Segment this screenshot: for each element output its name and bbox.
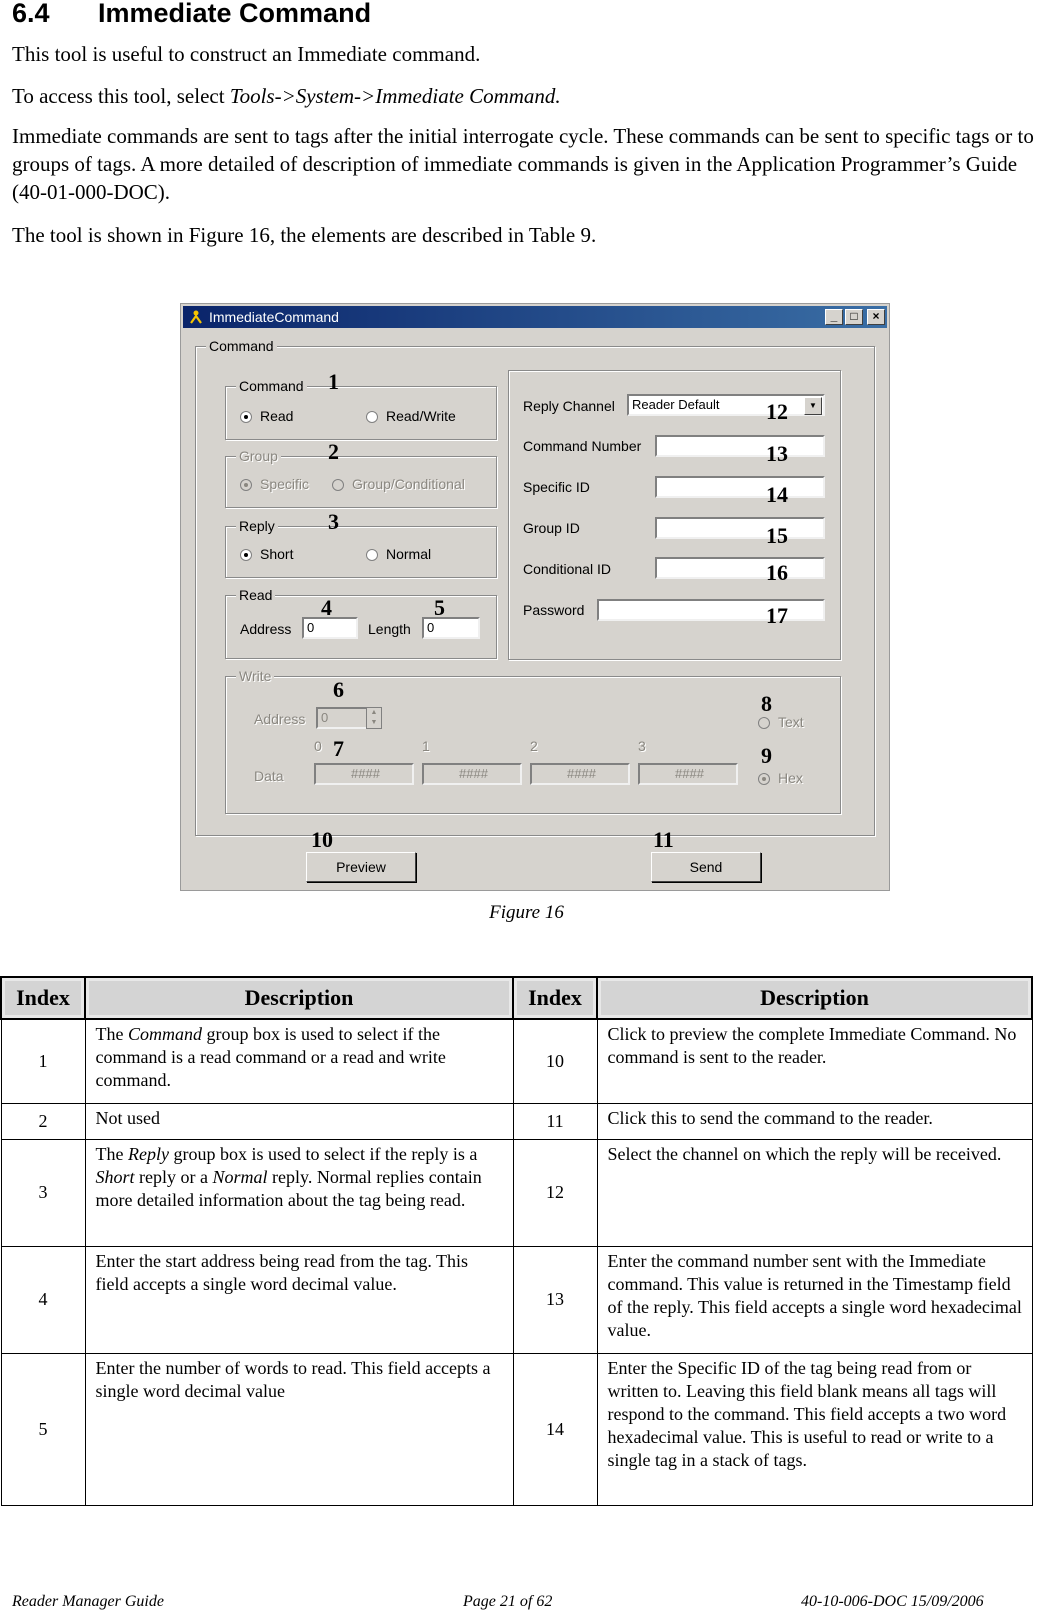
table-row [1,1353,1032,1505]
row-index: 14 [513,1353,597,1505]
radio-unselected-icon [366,411,378,423]
section-heading [12,0,371,29]
desc-emphasis: Short [95,1166,135,1187]
maximize-button[interactable]: □ [845,309,863,325]
specific-radio[interactable] [240,475,309,493]
callout-16: 16 [766,560,788,585]
table-row [1,1246,1032,1353]
reply-group [225,518,497,578]
hex-radio[interactable] [758,769,803,787]
command-number-input[interactable] [655,435,825,457]
data-word-0-input[interactable]: #### [314,763,414,785]
callout-17: 17 [766,603,788,628]
callout-13: 13 [766,441,788,466]
description-paragraph: Immediate commands are sent to tags after the initial interrogate cycle. These commands can be sent to specific tags or to groups of tags. A more detailed of description of immediate commands is given in the Application Programmer’s Guide (40-01-000-DOC). [12,124,1034,204]
text-radio-label: Text [778,714,804,730]
row-description: Enter the command number sent with the Immediate command. This value is returned in the Timestamp field of the reply. This field accepts a single word hexadecimal value. [597,1246,1032,1353]
group-id-input[interactable] [655,517,825,539]
short-radio[interactable] [240,545,293,563]
outer-command-group-label: Command [206,337,277,355]
read-write-radio[interactable] [366,407,456,425]
radio-selected-icon [240,411,252,423]
table-row [1,1139,1032,1246]
data-column-3-label: 3 [638,738,646,754]
send-button[interactable]: Send [651,852,761,882]
desc-emphasis: Command [127,1024,202,1044]
row-description: Enter the start address being read from the tag. This field accepts a single word decimal value. [85,1246,513,1353]
figure-caption: Figure 16 [489,902,564,923]
row-index: 3 [1,1139,85,1246]
row-description: Click this to send the command to the reader. [597,1103,1032,1139]
callout-8: 8 [761,691,772,716]
minimize-button[interactable]: _ [825,309,843,325]
header-description-right [597,977,1032,1019]
group-group-label: Group [236,447,281,465]
row-index: 5 [1,1353,85,1505]
group-id-label: Group ID [523,520,580,536]
desc-emphasis: Normal [212,1166,268,1187]
reply-channel-value: Reader Default [632,397,720,412]
write-address-label: Address [254,711,306,727]
reply-channel-select[interactable] [627,394,825,416]
row-description [85,1019,513,1103]
password-input[interactable] [597,599,825,621]
radio-unselected-icon [332,479,344,491]
row-index: 4 [1,1246,85,1353]
row-index: 11 [513,1103,597,1139]
read-length-input[interactable]: 0 [422,617,480,639]
window-title: ImmediateCommand [209,309,339,325]
read-address-label: Address [240,621,292,637]
header-index-left [1,977,85,1019]
group-conditional-radio[interactable] [332,475,465,493]
write-data-label: Data [254,768,284,784]
callout-7: 7 [333,736,344,761]
callout-9: 9 [761,743,772,768]
group-group [225,448,497,508]
callout-1: 1 [328,369,339,394]
data-column-0-label: 0 [314,738,322,754]
command-number-label: Command Number [523,438,642,454]
table-row [1,1103,1032,1139]
row-index: 12 [513,1139,597,1246]
desc-text: reply or a [134,1166,213,1187]
row-index: 13 [513,1246,597,1353]
menu-path: Tools->System->Immediate Command. [229,84,561,108]
reply-group-label: Reply [236,517,278,535]
table-header-row [1,977,1032,1019]
short-radio-label: Short [260,546,294,562]
footer-right: 40-10-006-DOC 15/09/2006 [801,1593,984,1610]
data-word-2-input[interactable]: #### [530,763,630,785]
callout-4: 4 [321,595,332,620]
read-length-label: Length [368,621,411,637]
access-text: To access this tool, select [12,84,230,108]
callout-5: 5 [434,595,445,620]
read-group-label: Read [236,586,275,604]
desc-text: reply. Normal replies contain more detailed information about the tag being read. [95,1166,482,1210]
row-description: Click to preview the complete Immediate Command. No command is sent to the reader. [597,1019,1032,1103]
callout-14: 14 [766,482,788,507]
read-address-input[interactable]: 0 [302,617,358,639]
desc-text: group box is used to select if the reply is a [168,1143,478,1164]
write-group-label: Write [236,667,274,685]
title-bar [183,306,887,328]
data-word-3-input[interactable]: #### [638,763,738,785]
reply-channel-label: Reply Channel [523,398,615,414]
header-description-left-text: Description [86,978,512,1018]
header-description-left [85,977,513,1019]
address-spinner[interactable]: ▲ ▼ [366,707,382,729]
desc-text: group box is used to select if the command is a read command or a read and write command. [95,1024,446,1090]
specific-id-input[interactable] [655,476,825,498]
row-description: Enter the Specific ID of the tag being read from or written to. Leaving this field blank means all tags will respond to the command. This field accepts a two word hexadecimal value. This is useful to read or write to a single tag in a stack of tags. [597,1353,1032,1505]
row-index: 10 [513,1019,597,1103]
normal-radio[interactable] [366,545,431,563]
read-radio[interactable] [240,407,293,425]
row-description: Select the channel on which the reply will be received. [597,1139,1032,1246]
callout-10: 10 [311,827,333,852]
header-index-right [513,977,597,1019]
radio-unselected-icon [366,549,378,561]
password-label: Password [523,602,585,618]
chevron-down-icon[interactable]: ▼ [804,397,822,415]
conditional-id-input[interactable] [655,557,825,579]
conditional-id-label: Conditional ID [523,561,611,577]
group-conditional-radio-label: Group/Conditional [352,476,465,492]
radio-selected-icon [240,479,252,491]
callout-15: 15 [766,523,788,548]
desc-emphasis: Reply [127,1143,169,1164]
radio-selected-icon [240,549,252,561]
access-paragraph [12,82,1042,110]
callout-2: 2 [328,439,339,464]
preview-button[interactable]: Preview [306,852,416,882]
specific-radio-label: Specific [260,476,310,492]
row-description [85,1139,513,1246]
write-group [225,668,841,814]
row-description: Enter the number of words to read. This field accepts a single word decimal value [85,1353,513,1505]
elements-table [0,976,1033,1506]
data-word-1-input[interactable]: #### [422,763,522,785]
intro-paragraph: This tool is useful to construct an Immediate command. [12,42,481,66]
header-index-right-text: Index [514,978,596,1018]
figure-reference-paragraph: The tool is shown in Figure 16, the elements are described in Table 9. [12,223,597,247]
command-group [225,378,497,440]
command-group-label: Command [236,377,307,395]
callout-12: 12 [766,399,788,424]
row-description: Not used [85,1103,513,1139]
section-number: 6.4 [12,0,50,28]
callout-3: 3 [328,509,339,534]
close-button[interactable]: × [867,309,885,325]
specific-id-label: Specific ID [523,479,590,495]
normal-radio-label: Normal [386,546,432,562]
row-index: 2 [1,1103,85,1139]
radio-unselected-icon [758,717,770,729]
row-index: 1 [1,1019,85,1103]
callout-6: 6 [333,677,344,702]
footer-left: Reader Manager Guide [12,1593,164,1610]
header-description-right-text: Description [598,978,1031,1018]
write-address-input[interactable]: 0 [316,707,368,729]
section-title: Immediate Command [98,0,372,28]
footer-page: Page 21 of 62 [463,1593,553,1610]
right-panel-group [508,370,841,660]
read-group [225,587,497,659]
read-radio-label: Read [260,408,294,424]
radio-selected-icon [758,773,770,785]
immediate-command-dialog [180,303,890,891]
data-column-1-label: 1 [422,738,430,754]
desc-text: The [95,1024,128,1044]
hex-radio-label: Hex [778,770,803,786]
read-write-radio-label: Read/Write [386,408,456,424]
data-column-2-label: 2 [530,738,538,754]
callout-11: 11 [653,827,674,852]
table-row [1,1019,1032,1103]
header-index-left-text: Index [2,978,84,1018]
desc-text: The [95,1143,128,1164]
app-icon [189,310,203,324]
